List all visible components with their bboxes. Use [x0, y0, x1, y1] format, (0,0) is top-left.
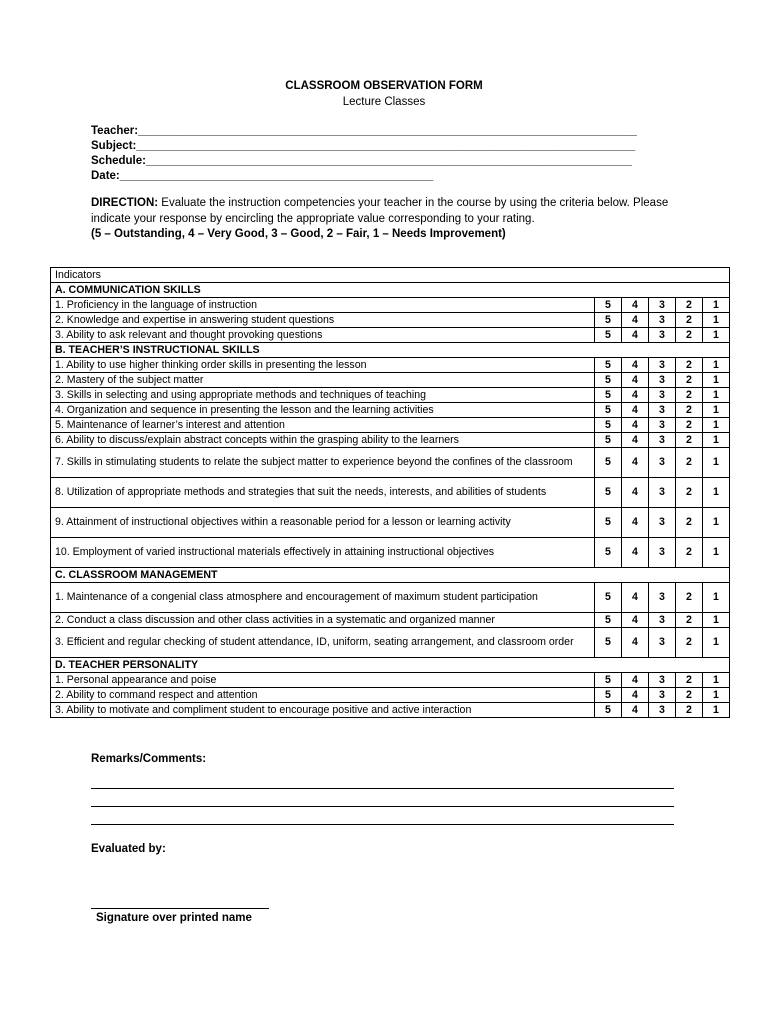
rating-option-4[interactable]: 4 [622, 433, 649, 448]
rating-option-2[interactable]: 2 [676, 448, 703, 478]
rating-option-5[interactable]: 5 [595, 313, 622, 328]
rating-option-2[interactable]: 2 [676, 298, 703, 313]
rating-option-3[interactable]: 3 [649, 673, 676, 688]
section-row [51, 343, 730, 358]
rating-scale-legend: (5 – Outstanding, 4 – Very Good, 3 – Good, 2 – Fair, 1 – Needs Improvement) [91, 228, 506, 240]
rating-option-5[interactable]: 5 [595, 373, 622, 388]
rating-option-4[interactable]: 4 [622, 673, 649, 688]
rating-option-3[interactable]: 3 [649, 298, 676, 313]
indicator-row [51, 433, 730, 448]
indicator-row [51, 673, 730, 688]
rating-option-4[interactable]: 4 [622, 328, 649, 343]
rating-option-1[interactable]: 1 [703, 403, 730, 418]
rating-option-4[interactable]: 4 [622, 403, 649, 418]
rating-option-3[interactable]: 3 [649, 613, 676, 628]
rating-option-5[interactable]: 5 [595, 478, 622, 508]
rating-option-3[interactable]: 3 [649, 448, 676, 478]
rating-option-4[interactable]: 4 [622, 478, 649, 508]
remarks-label: Remarks/Comments: [91, 753, 207, 765]
rating-option-4[interactable]: 4 [622, 628, 649, 658]
rating-option-5[interactable]: 5 [595, 508, 622, 538]
rating-option-5[interactable]: 5 [595, 388, 622, 403]
rating-option-2[interactable]: 2 [676, 433, 703, 448]
rating-option-4[interactable]: 4 [622, 418, 649, 433]
indicators-table [50, 267, 730, 718]
rating-option-3[interactable]: 3 [649, 403, 676, 418]
section-row [51, 283, 730, 298]
indicator-row [51, 418, 730, 433]
rating-option-5[interactable]: 5 [595, 538, 622, 568]
rating-option-4[interactable]: 4 [622, 448, 649, 478]
indicator-row [51, 328, 730, 343]
direction-text: Evaluate the instruction competencies your teacher in the course by using the criteria below. Please indicate your response by encircling the appropriate value corresponding to your rating. [91, 197, 669, 225]
indicator-row [51, 613, 730, 628]
rating-option-2[interactable]: 2 [676, 388, 703, 403]
rating-option-1[interactable]: 1 [703, 328, 730, 343]
rating-option-5[interactable]: 5 [595, 328, 622, 343]
section-title: D. TEACHER PERSONALITY [51, 658, 730, 673]
rating-option-3[interactable]: 3 [649, 433, 676, 448]
indicator-row [51, 403, 730, 418]
rating-option-1[interactable]: 1 [703, 313, 730, 328]
rating-option-5[interactable]: 5 [595, 448, 622, 478]
rating-option-5[interactable]: 5 [595, 298, 622, 313]
indicator-text: 3. Ability to motivate and compliment student to encourage positive and active interaction [51, 703, 595, 718]
rating-option-2[interactable]: 2 [676, 703, 703, 718]
rating-option-2[interactable]: 2 [676, 628, 703, 658]
indicator-row [51, 373, 730, 388]
indicator-row [51, 583, 730, 613]
indicator-row [51, 688, 730, 703]
rating-option-3[interactable]: 3 [649, 418, 676, 433]
direction-block [91, 196, 691, 243]
remarks-line[interactable] [91, 788, 674, 789]
rating-option-2[interactable]: 2 [676, 373, 703, 388]
rating-option-1[interactable]: 1 [703, 703, 730, 718]
rating-option-4[interactable]: 4 [622, 373, 649, 388]
rating-option-3[interactable]: 3 [649, 688, 676, 703]
remarks-line[interactable] [91, 824, 674, 825]
form-title: CLASSROOM OBSERVATION FORM [285, 80, 483, 92]
rating-option-4[interactable]: 4 [622, 703, 649, 718]
rating-option-2[interactable]: 2 [676, 538, 703, 568]
rating-option-1[interactable]: 1 [703, 478, 730, 508]
rating-option-2[interactable]: 2 [676, 313, 703, 328]
indicator-text: 3. Efficient and regular checking of student attendance, ID, uniform, seating arrangement, and classroom order [51, 628, 595, 658]
signature-line[interactable] [91, 908, 269, 909]
rating-option-3[interactable]: 3 [649, 703, 676, 718]
date-field[interactable]: Date:_________________________________________________ [91, 170, 434, 182]
indicator-row [51, 508, 730, 538]
rating-option-1[interactable]: 1 [703, 298, 730, 313]
indicator-row [51, 628, 730, 658]
indicator-row [51, 388, 730, 403]
table-header-row [51, 268, 730, 283]
indicator-row [51, 313, 730, 328]
rating-option-2[interactable]: 2 [676, 358, 703, 373]
indicator-text: 1. Proficiency in the language of instruction [51, 298, 595, 313]
rating-option-2[interactable]: 2 [676, 673, 703, 688]
rating-option-5[interactable]: 5 [595, 688, 622, 703]
rating-option-5[interactable]: 5 [595, 433, 622, 448]
schedule-field[interactable]: Schedule:____________________________________________________________________________ [91, 155, 633, 167]
rating-option-3[interactable]: 3 [649, 478, 676, 508]
indicator-text: 2. Conduct a class discussion and other class activities in a systematic and organized manner [51, 613, 595, 628]
rating-option-2[interactable]: 2 [676, 613, 703, 628]
indicator-text: 3. Skills in selecting and using appropriate methods and techniques of teaching [51, 388, 595, 403]
rating-option-4[interactable]: 4 [622, 508, 649, 538]
section-row [51, 658, 730, 673]
rating-option-3[interactable]: 3 [649, 538, 676, 568]
rating-option-5[interactable]: 5 [595, 418, 622, 433]
indicator-row [51, 478, 730, 508]
rating-option-5[interactable]: 5 [595, 358, 622, 373]
rating-option-2[interactable]: 2 [676, 688, 703, 703]
rating-option-2[interactable]: 2 [676, 508, 703, 538]
section-title: A. COMMUNICATION SKILLS [51, 283, 730, 298]
rating-option-3[interactable]: 3 [649, 328, 676, 343]
rating-option-3[interactable]: 3 [649, 313, 676, 328]
signature-label: Signature over printed name [96, 912, 252, 924]
rating-option-4[interactable]: 4 [622, 613, 649, 628]
rating-option-5[interactable]: 5 [595, 673, 622, 688]
indicator-text: 1. Ability to use higher thinking order skills in presenting the lesson [51, 358, 595, 373]
rating-option-1[interactable]: 1 [703, 583, 730, 613]
section-row [51, 568, 730, 583]
rating-option-1[interactable]: 1 [703, 538, 730, 568]
rating-option-4[interactable]: 4 [622, 313, 649, 328]
indicator-text: 5. Maintenance of learner’s interest and attention [51, 418, 595, 433]
evaluated-by-label: Evaluated by: [91, 843, 166, 855]
indicator-row [51, 703, 730, 718]
rating-option-1[interactable]: 1 [703, 433, 730, 448]
rating-option-5[interactable]: 5 [595, 613, 622, 628]
rating-option-3[interactable]: 3 [649, 508, 676, 538]
rating-option-2[interactable]: 2 [676, 418, 703, 433]
indicator-row [51, 358, 730, 373]
rating-option-5[interactable]: 5 [595, 703, 622, 718]
indicator-text: 3. Ability to ask relevant and thought provoking questions [51, 328, 595, 343]
rating-option-1[interactable]: 1 [703, 508, 730, 538]
rating-option-4[interactable]: 4 [622, 298, 649, 313]
direction-label: DIRECTION: [91, 197, 159, 209]
form-subtitle: Lecture Classes [342, 96, 426, 108]
indicator-row [51, 538, 730, 568]
indicator-text: 2. Mastery of the subject matter [51, 373, 595, 388]
subject-field[interactable]: Subject:______________________________________________________________________________ [91, 140, 636, 152]
rating-option-5[interactable]: 5 [595, 403, 622, 418]
rating-option-3[interactable]: 3 [649, 583, 676, 613]
indicator-text: 10. Employment of varied instructional materials effectively in attaining instructional objectives [51, 538, 595, 568]
teacher-field[interactable]: Teacher:______________________________________________________________________________ [91, 125, 637, 137]
indicator-text: 8. Utilization of appropriate methods and strategies that suit the needs, interests, and abilities of students [51, 478, 595, 508]
indicator-row [51, 298, 730, 313]
rating-option-2[interactable]: 2 [676, 403, 703, 418]
rating-option-3[interactable]: 3 [649, 373, 676, 388]
indicator-row [51, 448, 730, 478]
rating-option-1[interactable]: 1 [703, 628, 730, 658]
section-title: C. CLASSROOM MANAGEMENT [51, 568, 730, 583]
rating-option-1[interactable]: 1 [703, 373, 730, 388]
rating-option-5[interactable]: 5 [595, 628, 622, 658]
indicators-header: Indicators [51, 268, 730, 283]
rating-option-2[interactable]: 2 [676, 328, 703, 343]
rating-option-4[interactable]: 4 [622, 358, 649, 373]
info-fields [91, 124, 637, 184]
rating-option-5[interactable]: 5 [595, 583, 622, 613]
rating-option-4[interactable]: 4 [622, 538, 649, 568]
rating-option-1[interactable]: 1 [703, 388, 730, 403]
rating-option-1[interactable]: 1 [703, 448, 730, 478]
rating-option-1[interactable]: 1 [703, 673, 730, 688]
rating-option-4[interactable]: 4 [622, 388, 649, 403]
indicator-text: 2. Ability to command respect and attention [51, 688, 595, 703]
rating-option-1[interactable]: 1 [703, 613, 730, 628]
section-title: B. TEACHER’S INSTRUCTIONAL SKILLS [51, 343, 730, 358]
rating-option-4[interactable]: 4 [622, 583, 649, 613]
indicator-text: 9. Attainment of instructional objectives within a reasonable period for a lesson or learning activity [51, 508, 595, 538]
indicator-text: 1. Maintenance of a congenial class atmosphere and encouragement of maximum student participation [51, 583, 595, 613]
indicator-text: 7. Skills in stimulating students to relate the subject matter to experience beyond the confines of the classroom [51, 448, 595, 478]
rating-option-1[interactable]: 1 [703, 418, 730, 433]
remarks-line[interactable] [91, 806, 674, 807]
rating-option-1[interactable]: 1 [703, 358, 730, 373]
rating-option-2[interactable]: 2 [676, 478, 703, 508]
rating-option-3[interactable]: 3 [649, 628, 676, 658]
rating-option-3[interactable]: 3 [649, 388, 676, 403]
indicator-text: 6. Ability to discuss/explain abstract concepts within the grasping ability to the learners [51, 433, 595, 448]
rating-option-2[interactable]: 2 [676, 583, 703, 613]
indicator-text: 1. Personal appearance and poise [51, 673, 595, 688]
rating-option-1[interactable]: 1 [703, 688, 730, 703]
indicator-text: 4. Organization and sequence in presenting the lesson and the learning activities [51, 403, 595, 418]
indicator-text: 2. Knowledge and expertise in answering student questions [51, 313, 595, 328]
rating-option-4[interactable]: 4 [622, 688, 649, 703]
rating-option-3[interactable]: 3 [649, 358, 676, 373]
